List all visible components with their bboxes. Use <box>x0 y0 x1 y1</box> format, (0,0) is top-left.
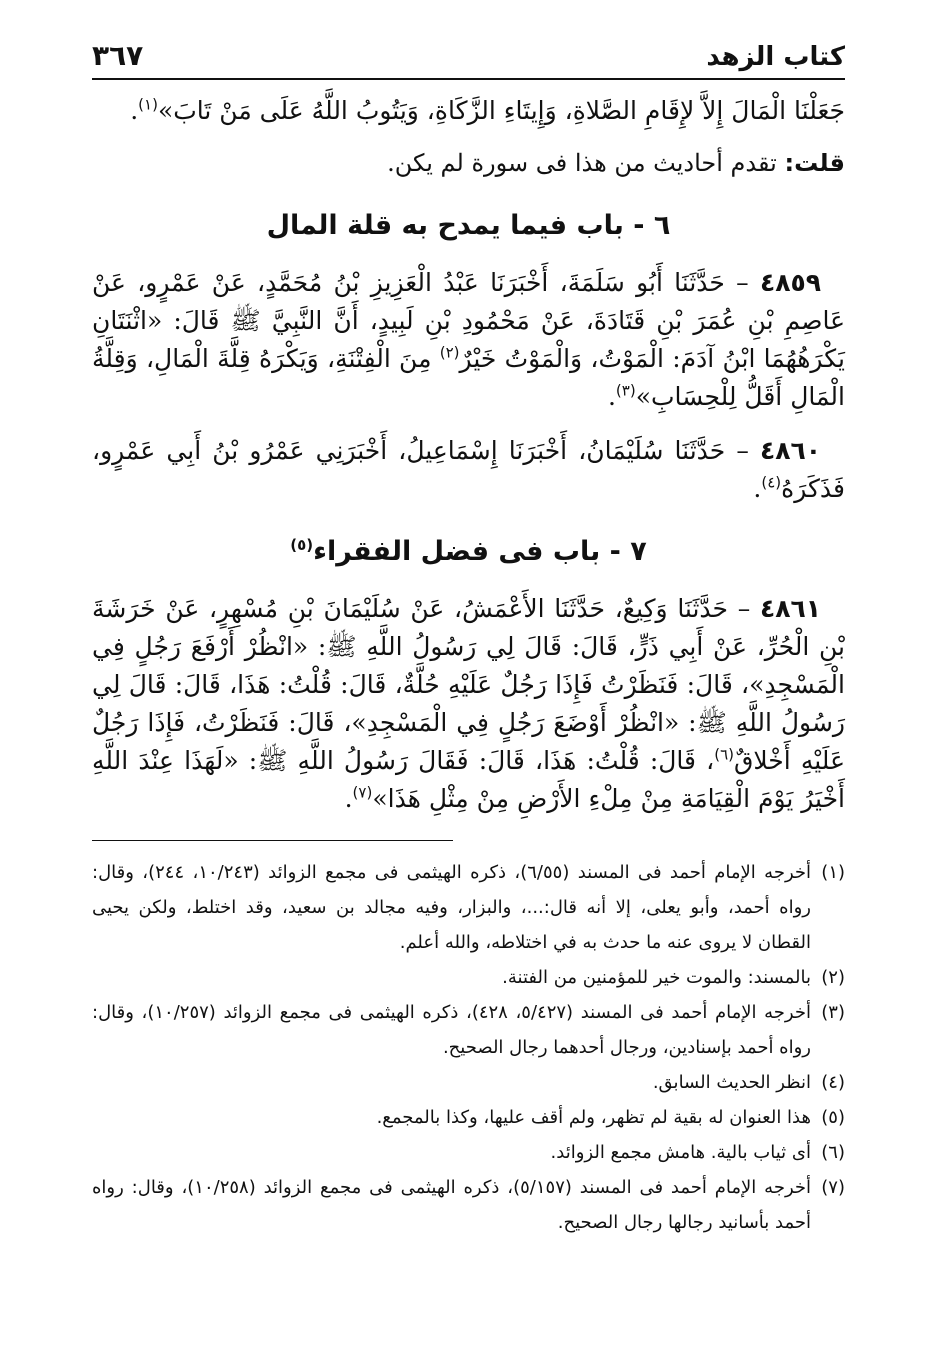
book-title: كتاب الزهد <box>706 42 845 72</box>
hadith-number: ٤٨٦٠ <box>759 436 821 465</box>
footnote-text: هذا العنوان له بقية لم تظهر، ولم أقف عليها، وكذا بالمجمع. <box>376 1107 811 1128</box>
hadith-number: ٤٨٥٩ <box>759 268 821 297</box>
footnote-6 <box>92 1135 845 1170</box>
hadith-text: – حَدَّثَنَا وَكِيعٌ، حَدَّثَنَا الأَعْمَشُ، عَنْ سُلَيْمَانَ بْنِ مُسْهِرٍ، عَنْ خَرَشَةَ بْنِ الْحُرِّ، عَنْ أَبِي ذَرٍّ، قَالَ: قَالَ لِي رَسُولُ اللَّهِ ﷺ: «انْظُرْ أَرْفَعَ رَجُلٍ فِي الْمَسْجِدِ»، قَالَ: فَنَظَرْتُ فَإِذَا رَجُلٌ عَلَيْهِ حُلَّةٌ، قَالَ: قُلْتُ: هَذَا، قَالَ: قَالَ لِي رَسُولُ اللَّهِ ﷺ: «انْظُرْ أَوْضَعَ رَجُلٍ فِي الْمَسْجِدِ»، قَالَ: فَنَظَرْتُ، فَإِذَا رَجُلٌ عَلَيْهِ أَخْلاقٌ <box>92 594 845 775</box>
hadith-4859 <box>92 264 845 416</box>
hadith-end: . <box>753 474 762 503</box>
footnote-number: (٥) <box>821 1107 845 1128</box>
footnote-5 <box>92 1100 845 1135</box>
page-header <box>92 26 845 80</box>
footnote-number: (١) <box>821 862 846 883</box>
footnote-1 <box>92 855 845 960</box>
footnote-text: أخرجه الإمام أحمد فى المسند (٥/١٥٧)، ذكره الهيثمى فى مجمع الزوائد (١٠/٢٥٨)، وقال: رواه أحمد بأسانيد رجالها رجال الصحيح. <box>92 1177 811 1233</box>
chapter-heading-7 <box>92 532 845 572</box>
hadith-text: ، قَالَ: قُلْتُ: هَذَا، قَالَ: فَقَالَ رَسُولُ اللَّهِ ﷺ: «لَهَذَا عِنْدَ اللَّهِ أَخْيَرُ يَوْمَ الْقِيَامَةِ مِنْ مِلْءِ الأَرْضِ مِنْ مِثْلِ هَذَا» <box>92 746 845 813</box>
hadith-text: – حَدَّثَنَا أَبُو سَلَمَةَ، أَخْبَرَنَا عَبْدُ الْعَزِيزِ بْنُ مُحَمَّدٍ، عَنْ عَمْرٍو، عَنْ عَاصِمِ بْنِ عُمَرَ بْنِ قَتَادَةَ، عَنْ مَحْمُودِ بْنِ لَبِيدٍ، أَنَّ النَّبِيَّ ﷺ قَالَ: «اثْنَتَانِ يَكْرَهُهُمَا ابْنُ آدَمَ: الْمَوْتُ، وَالْمَوْتُ خَيْرٌ <box>92 268 845 373</box>
hadith-text: مِنَ الْفِتْنَةِ، وَيَكْرَهُ قِلَّةَ الْمَالِ، وَقِلَّةُ الْمَالِ أَقَلُّ لِلْحِسَابِ» <box>92 344 845 411</box>
chapter-heading-7-text: ٧ - باب فى فضل الفقراء <box>313 536 647 567</box>
footnote-ref-7: (٧) <box>352 783 373 802</box>
footnote-text: أخرجه الإمام أحمد فى المسند (٦/٥٥)، ذكره الهيثمى فى مجمع الزوائد (١٠/٢٤٣، ٢٤٤)، وقال: رواه أحمد، وأبو يعلى، إلا أنه قال:...، والبزار، وفيه مجالد بن سعيد، وقد اختلط، ولكن يحيى القطان لا يروى عنه ما حدث به في اختلاطه، والله أعلم. <box>92 862 812 953</box>
continuation-text: جَعَلْنَا الْمَالَ إِلاَّ لإِقَامِ الصَّلاةِ، وَإِيتَاءِ الزَّكَاةِ، وَيَتُوبُ اللَّهُ عَلَى مَنْ تَابَ» <box>157 96 845 125</box>
footnote-ref-2: (٢) <box>439 343 460 362</box>
footnote-text: أخرجه الإمام أحمد فى المسند (٥/٤٢٧، ٤٢٨)، ذكره الهيثمى فى مجمع الزوائد (١٠/٢٥٧)، وقال: رواه أحمد بإسنادين، ورجال أحدهما رجال الصحيح. <box>92 1002 811 1058</box>
footnote-7 <box>92 1170 845 1240</box>
footnote-4 <box>92 1065 845 1100</box>
footnote-text: بالمسند: والموت خير للمؤمنين من الفتنة. <box>502 967 811 988</box>
author-note <box>92 144 845 182</box>
footnote-ref-4: (٤) <box>761 473 782 492</box>
page-number: ٣٦٧ <box>92 39 144 72</box>
continuation-end: . <box>130 96 139 125</box>
footnote-ref-6: (٦) <box>714 745 734 764</box>
footnote-number: (٢) <box>821 967 845 988</box>
footnote-divider <box>92 840 453 841</box>
footnote-ref-5: (٥) <box>290 536 314 554</box>
main-text <box>92 92 845 818</box>
footnote-number: (٣) <box>821 1002 845 1023</box>
hadith-4861 <box>92 590 845 818</box>
hadith-4860 <box>92 432 845 508</box>
hadith-end: . <box>607 382 616 411</box>
footnote-text: انظر الحديث السابق. <box>652 1072 811 1093</box>
footnote-number: (٧) <box>821 1177 845 1198</box>
footnotes <box>92 855 845 1240</box>
hadith-end: . <box>344 784 353 813</box>
hadith-text: – حَدَّثَنَا سُلَيْمَانُ، أَخْبَرَنَا إِسْمَاعِيلُ، أَخْبَرَنِي عَمْرُو بْنُ أَبِي عَمْرٍو، فَذَكَرَهُ <box>92 436 845 503</box>
footnote-2 <box>92 960 845 995</box>
footnote-ref-1: (١) <box>138 95 158 114</box>
footnote-number: (٤) <box>821 1072 845 1093</box>
footnote-text: أى ثياب بالية. هامش مجمع الزوائد. <box>550 1142 811 1163</box>
note-label: قلت: <box>784 149 845 177</box>
footnote-3 <box>92 995 845 1065</box>
hadith-number: ٤٨٦١ <box>759 594 821 623</box>
chapter-heading-6: ٦ - باب فيما يمدح به قلة المال <box>266 210 671 241</box>
footnote-number: (٦) <box>821 1142 845 1163</box>
note-text: تقدم أحاديث من هذا فى سورة لم يكن. <box>387 149 777 177</box>
continuation-paragraph <box>92 92 845 130</box>
footnote-ref-3: (٣) <box>615 381 636 400</box>
